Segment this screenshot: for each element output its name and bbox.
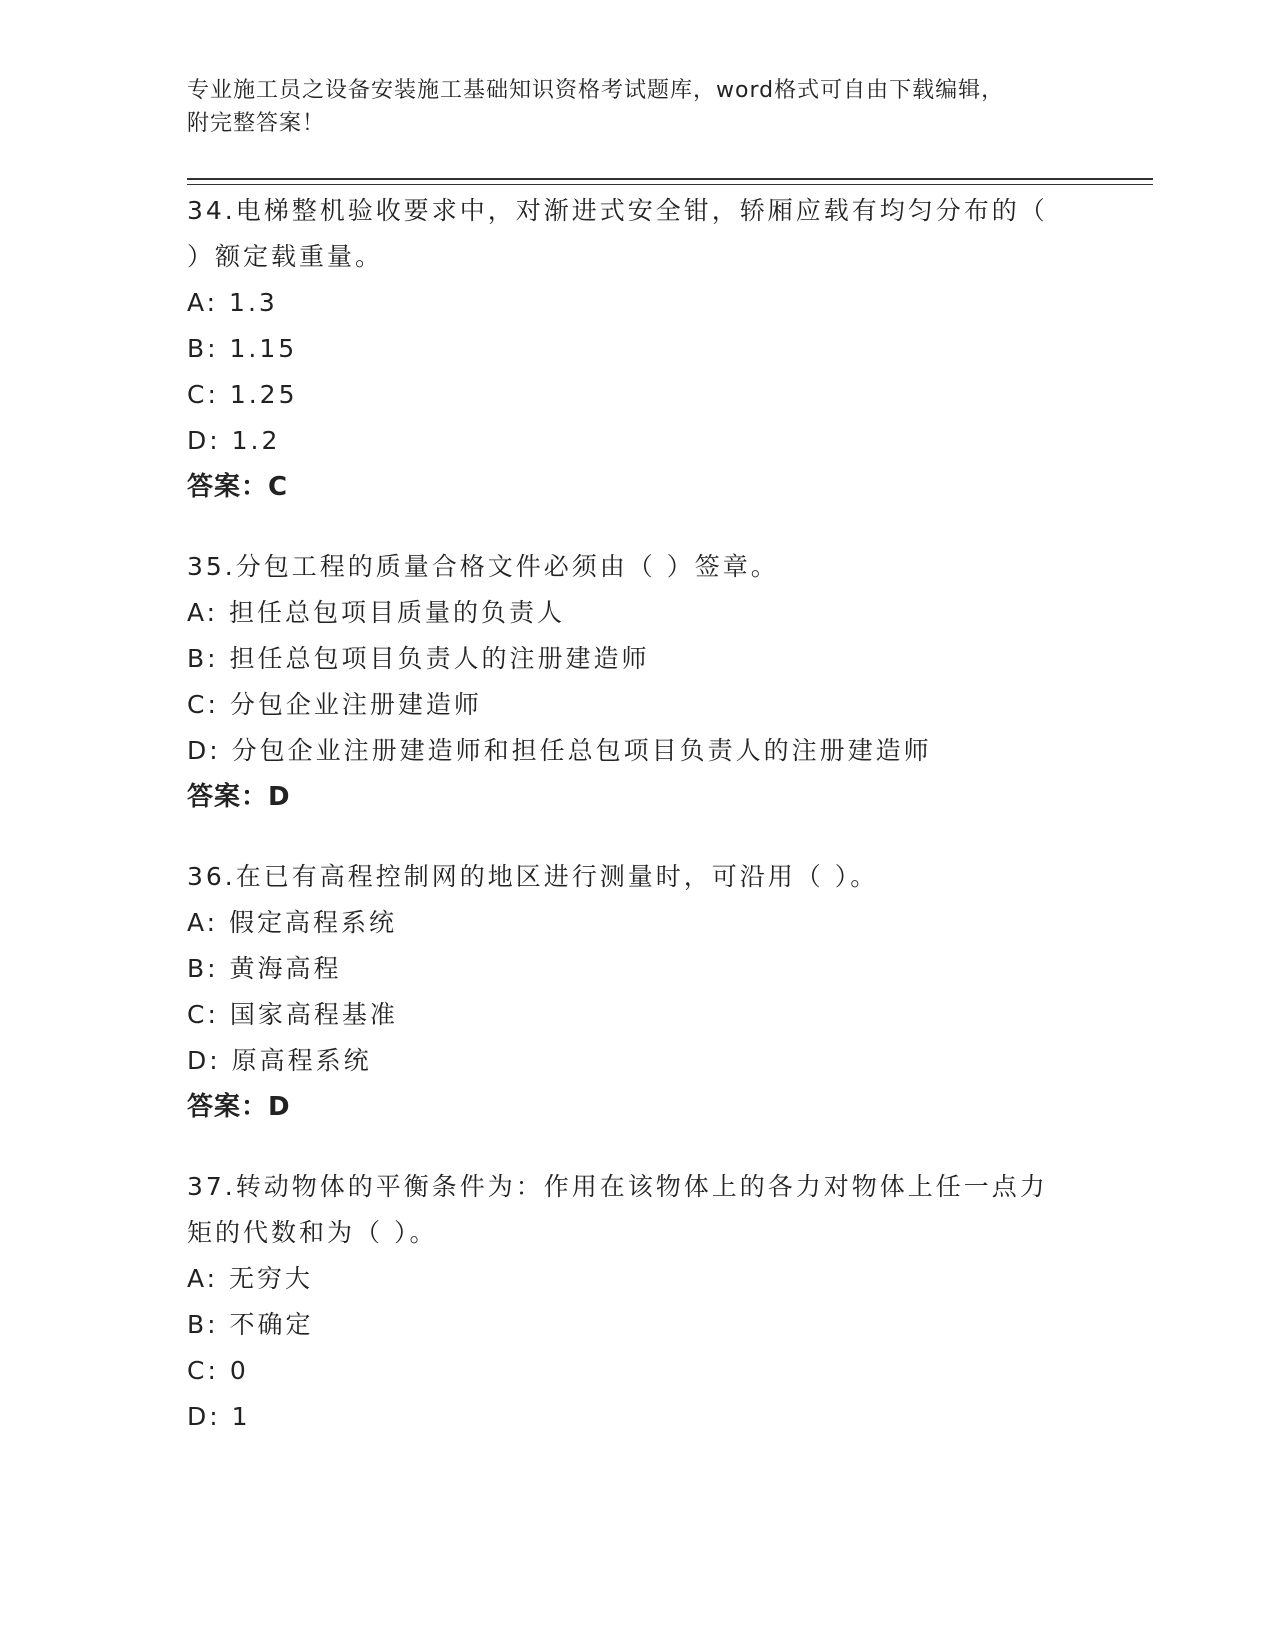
option-c: C: 国家高程基准	[187, 1000, 398, 1029]
option-b: B: 1.15	[187, 334, 298, 363]
option-d: D: 1.2	[187, 426, 281, 455]
option-a: A: 担任总包项目质量的负责人	[187, 598, 566, 627]
option-b: B: 黄海高程	[187, 954, 342, 983]
header-line-2: 附完整答案！	[187, 111, 326, 136]
option-d: D: 分包企业注册建造师和担任总包项目负责人的注册建造师	[187, 736, 932, 765]
answer: 答案：D	[187, 1092, 291, 1122]
question-stem-line: 37.转动物体的平衡条件为：作用在该物体上的各力对物体上任一点力	[187, 1172, 1048, 1201]
header-divider-thick	[187, 178, 1153, 180]
question-stem	[187, 854, 1087, 900]
question-34	[187, 188, 1087, 510]
document-header	[187, 74, 1087, 140]
option-c: C: 0	[187, 1356, 249, 1385]
option-a: A: 无穷大	[187, 1264, 314, 1293]
option-b: B: 不确定	[187, 1310, 314, 1339]
question-stem-line: 34.电梯整机验收要求中，对渐进式安全钳，轿厢应载有均匀分布的（	[187, 196, 1048, 225]
question-stem-line: ）额定载重量。	[187, 242, 384, 271]
option-c: C: 1.25	[187, 380, 298, 409]
option-b: B: 担任总包项目负责人的注册建造师	[187, 644, 650, 673]
question-stem-line: 矩的代数和为（ ）。	[187, 1218, 438, 1247]
header-line-1: 专业施工员之设备安装施工基础知识资格考试题库，word格式可自由下载编辑，	[187, 78, 1005, 103]
question-35	[187, 544, 1087, 820]
option-a: A: 假定高程系统	[187, 908, 398, 937]
question-stem	[187, 1164, 1087, 1256]
question-stem-line: 36.在已有高程控制网的地区进行测量时，可沿用（ ）。	[187, 862, 879, 891]
answer: 答案：C	[187, 472, 289, 502]
option-a: A: 1.3	[187, 288, 278, 317]
question-stem-line: 35.分包工程的质量合格文件必须由（ ）签章。	[187, 552, 779, 581]
option-c: C: 分包企业注册建造师	[187, 690, 482, 719]
option-d: D: 1	[187, 1402, 251, 1431]
option-d: D: 原高程系统	[187, 1046, 372, 1075]
question-list	[187, 188, 1087, 1474]
answer: 答案：D	[187, 782, 291, 812]
question-stem	[187, 544, 1087, 590]
question-36	[187, 854, 1087, 1130]
question-stem	[187, 188, 1087, 280]
question-37	[187, 1164, 1087, 1440]
header-divider-thin	[187, 184, 1153, 185]
